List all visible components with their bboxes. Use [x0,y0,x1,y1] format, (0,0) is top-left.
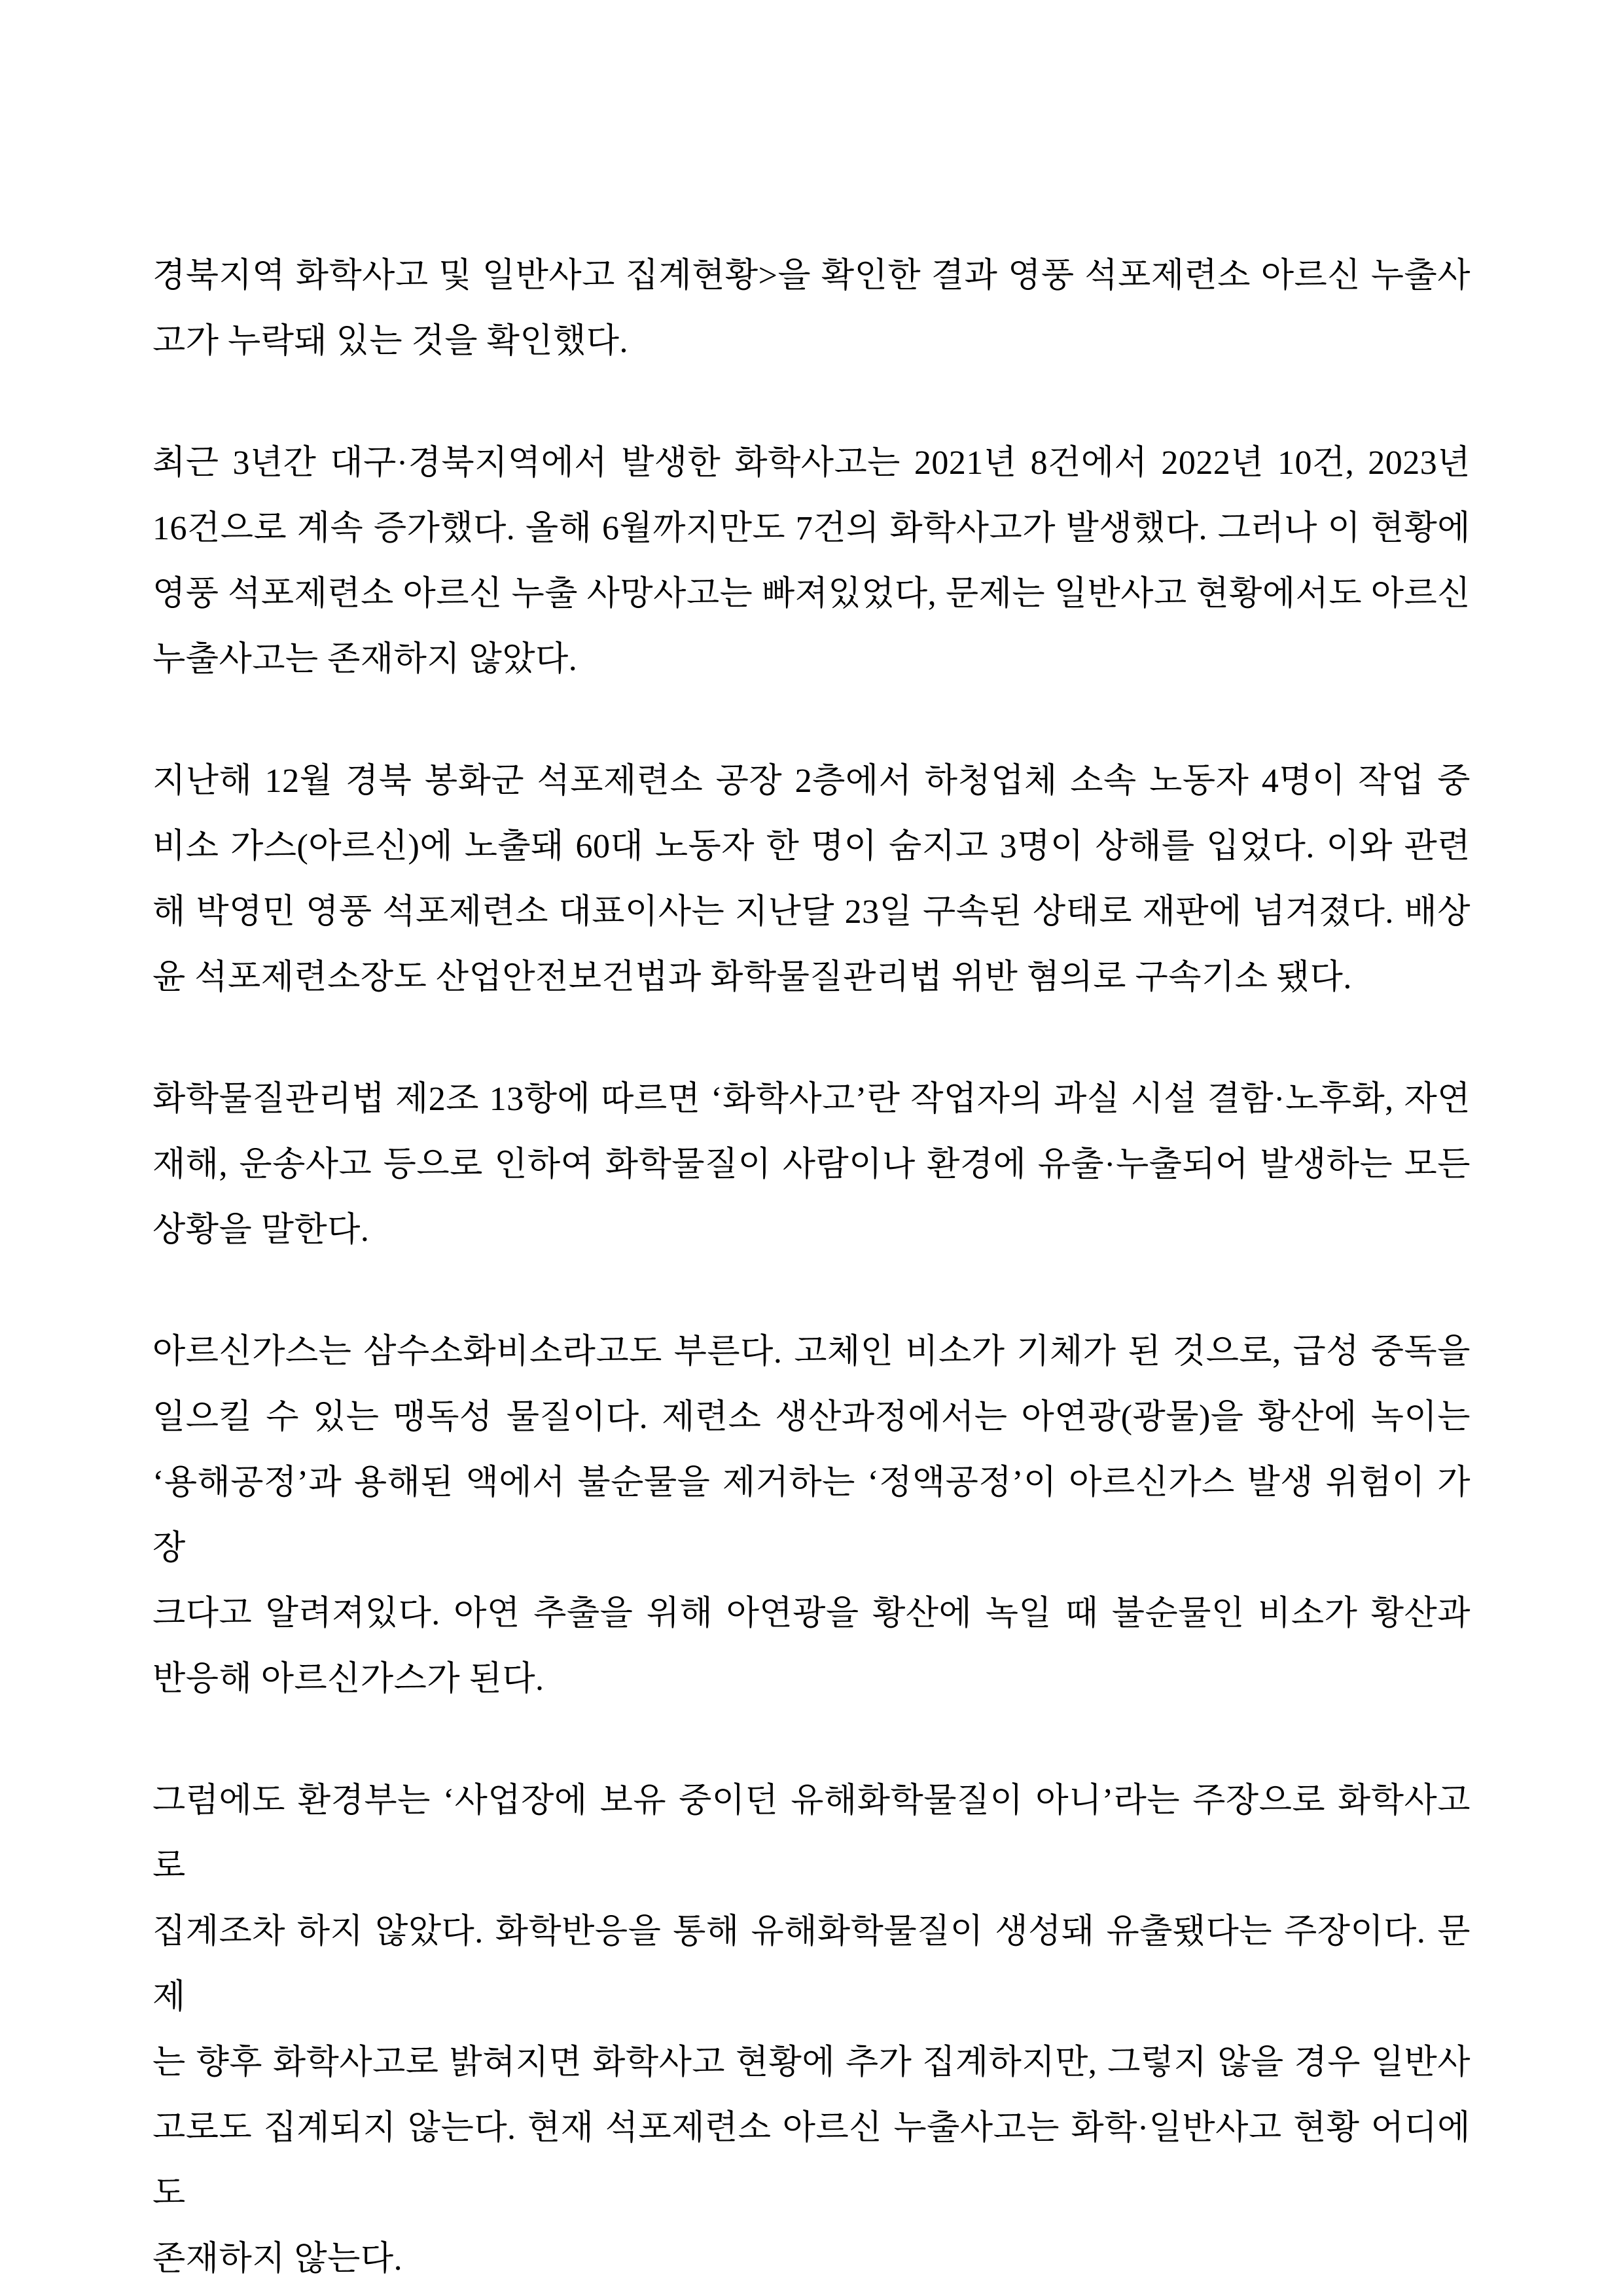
text-line: 상황을 말한다. [152,1211,370,1249]
document-text-block [152,243,1471,2296]
text-line: 일으킬 수 있는 맹독성 물질이다. 제련소 생산과정에서는 아연광(광물)을 황산에 녹이는 [152,1399,1471,1436]
text-line: 윤 석포제련소장도 산업안전보건법과 화학물질관리법 위반 혐의로 구속기소 됐다. [152,959,1352,996]
text-line: 영풍 석포제련소 아르신 누출 사망사고는 빠져있었다, 문제는 일반사고 현황에서도 아르신 [152,575,1471,613]
text-line: 비소 가스(아르신)에 노출돼 60대 노동자 한 명이 숨지고 3명이 상해를 입었다. 이와 관련 [152,828,1471,865]
text-line: 크다고 알려져있다. 아연 추출을 위해 아연광을 황산에 녹일 때 불순물인 비소가 황산과 [152,1595,1471,1632]
paragraph [152,431,1471,692]
text-line: 고가 누락돼 있는 것을 확인했다. [152,323,629,360]
text-line: 재해, 운송사고 등으로 인하여 화학물질이 사람이나 환경에 유출·누출되어 발생하는 모든 [152,1146,1471,1183]
text-line: 누출사고는 존재하지 않았다. [152,641,578,678]
text-line: ‘용해공정’과 용해된 액에서 불순물을 제거하는 ‘정액공정’이 아르신가스 발생 위험이 가장 [152,1464,1471,1567]
text-line: 지난해 12월 경북 봉화군 석포제련소 공장 2층에서 하청업체 소속 노동자 4명이 작업 중 [152,762,1471,800]
paragraph [152,1768,1471,2292]
text-line: 는 향후 화학사고로 밝혀지면 화학사고 현황에 추가 집계하지만, 그렇지 않을 경우 일반사 [152,2044,1471,2081]
paragraph [152,749,1471,1011]
text-line: 최근 3년간 대구·경북지역에서 발생한 화학사고는 2021년 8건에서 2022년 10건, 2023년 [152,444,1471,482]
text-line: 존재하지 않는다. [152,2240,403,2278]
text-line: 화학물질관리법 제2조 13항에 따르면 ‘화학사고’란 작업자의 과실 시설 결함·노후화, 자연 [152,1081,1471,1118]
text-line: 집계조차 하지 않았다. 화학반응을 통해 유해화학물질이 생성돼 유출됐다는 주장이다. 문제 [152,1913,1471,2016]
text-line: 16건으로 계속 증가했다. 올해 6월까지만도 7건의 화학사고가 발생했다. 그러나 이 현황에 [152,510,1471,547]
paragraph [152,243,1471,374]
text-line: 그럼에도 환경부는 ‘사업장에 보유 중이던 유해화학물질이 아니’라는 주장으로 화학사고로 [152,1782,1471,1885]
paragraph [152,1319,1471,1712]
text-line: 해 박영민 영풍 석포제련소 대표이사는 지난달 23일 구속된 상태로 재판에 넘겨졌다. 배상 [152,893,1471,931]
text-line: 경북지역 화학사고 및 일반사고 집계현황>을 확인한 결과 영풍 석포제련소 아르신 누출사 [152,257,1471,295]
text-line: 아르신가스는 삼수소화비소라고도 부른다. 고체인 비소가 기체가 된 것으로, 급성 중독을 [152,1333,1471,1371]
text-line: 고로도 집계되지 않는다. 현재 석포제련소 아르신 누출사고는 화학·일반사고 현황 어디에도 [152,2109,1471,2212]
paragraph [152,1067,1471,1263]
text-line: 반응해 아르신가스가 된다. [152,1660,544,1698]
